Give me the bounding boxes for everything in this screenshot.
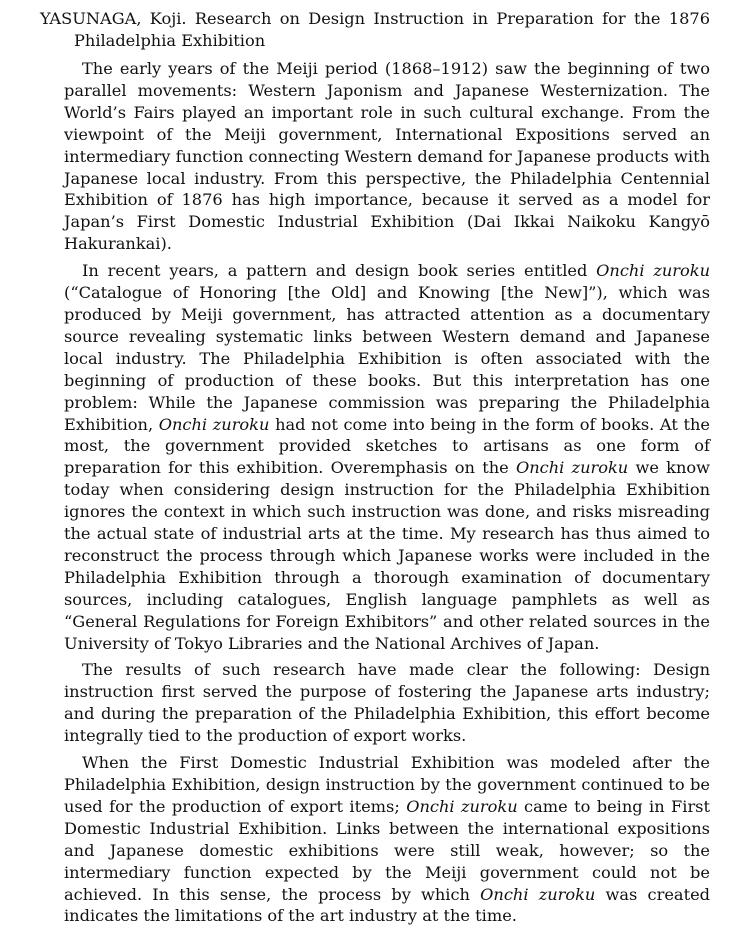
- italic-title-text: Onchi zuroku: [406, 796, 518, 816]
- paragraph: [64, 58, 710, 255]
- article-heading: YASUNAGA, Koji. Research on Design Instruction in Preparation for the 1876 Philadelphia Exhibition: [40, 9, 710, 50]
- paragraph: [64, 752, 710, 927]
- paragraph-text: was created indicates the limitations of the art industry at the time.: [64, 884, 711, 926]
- italic-title-text: Onchi zuroku: [596, 261, 711, 281]
- paragraph-text: When the First Domestic Industrial Exhibition was modeled after the Philadelphia Exhibition, design instruction by the government continued to be used for the production of export items;: [64, 753, 710, 816]
- paragraph-text: had not come into being in the form of books. At the most, the government provided sketches to artisans as one form of preparation for this exhibition. Overemphasis on the: [64, 414, 710, 478]
- italic-title-text: Onchi zuroku: [158, 414, 270, 434]
- paragraph: [64, 260, 710, 654]
- paragraph: [64, 659, 710, 747]
- paragraph-text: The results of such research have made clear the following: Design instruction first served the purpose of fostering the Japanese arts industry; and during the preparation of the Philadelphia Exhibition, this effort become integrally tied to the production of export works.: [64, 660, 710, 746]
- italic-title-text: Onchi zuroku: [480, 884, 596, 904]
- paragraph-text: we know today when considering design instruction for the Philadelphia Exhibition ignores the context in which such instruction was done, and risks misreading the actual state of industrial arts at the time. My research has thus aimed to reconstruct the process through which Japanese works were included in the Philadelphia Exhibition through a thorough examination of documentary sources, including catalogues, English language pamphlets as well as “General Regulations for Foreign Exhibitors” and other related sources in the University of Tokyo Libraries and the National Archives of Japan.: [64, 458, 710, 653]
- paragraph-text: The early years of the Meiji period (1868–1912) saw the beginning of two parallel movements: Western Japonism and Japanese Westernization. The World’s Fairs played an important role in such cultural exchange. From the viewpoint of the Meiji government, International Expositions served an intermediary function connecting Western demand for Japanese products with Japanese local industry. From this perspective, the Philadelphia Centennial Exhibition of 1876 has high importance, because it served as a model for Japan’s First Domestic Industrial Exhibition (Dai Ikkai Naikoku Kangyō Hakurankai).: [64, 59, 710, 254]
- abstract-body: [40, 58, 710, 927]
- paragraph-text: In recent years, a pattern and design book series entitled: [82, 261, 597, 281]
- italic-title-text: Onchi zuroku: [515, 458, 629, 478]
- paragraph-text: (“Catalogue of Honoring [the Old] and Knowing [the New]”), which was produced by Meiji government, has attracted attention as a documentary source revealing systematic links between Western demand and Japanese local industry. The Philadelphia Exhibition is often associated with the beginning of production of these books. But this interpretation has one problem: While the Japanese commission was preparing the Philadelphia Exhibition,: [64, 283, 710, 434]
- paragraph-text: came to being in First Domestic Industrial Exhibition. Links between the international expositions and Japanese domestic exhibitions were still weak, however; so the intermediary function expected by the Meiji government could not be achieved. In this sense, the process by which: [64, 796, 710, 904]
